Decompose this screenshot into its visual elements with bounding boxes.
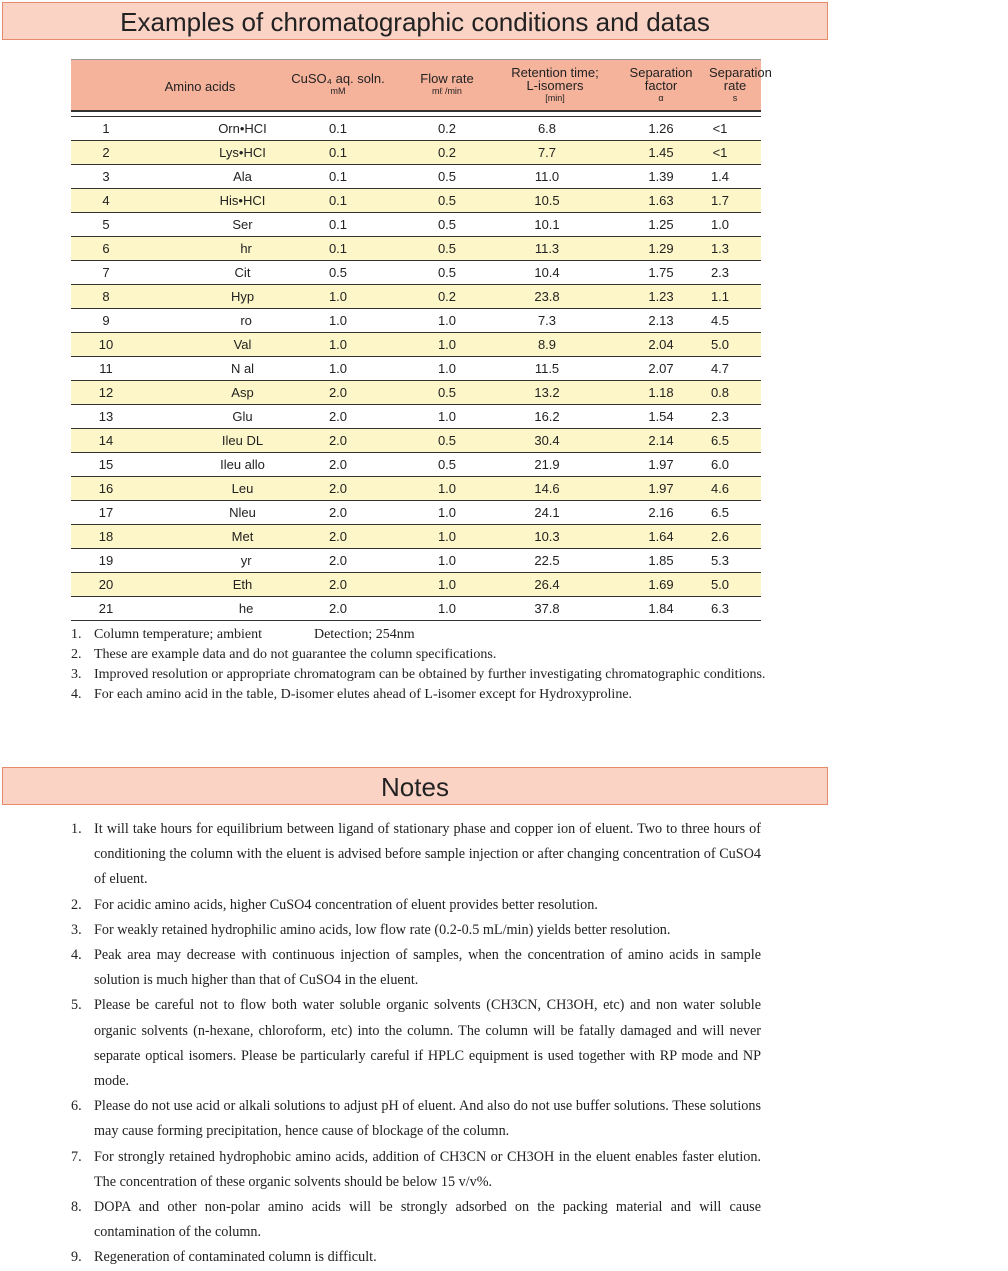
- cell-retention-time: 7.3: [497, 309, 613, 333]
- table-row: [71, 453, 761, 477]
- footnote-item: [71, 625, 771, 645]
- note-number: 7.: [71, 1148, 82, 1165]
- cell-separation-rate: 6.0: [709, 453, 761, 477]
- footnote-item: [71, 685, 771, 705]
- cell-flow-rate: 1.0: [397, 405, 497, 429]
- cell-retention-time: 26.4: [497, 573, 613, 597]
- cell-separation-rate: 4.7: [709, 357, 761, 381]
- cell-separation-rate: 4.6: [709, 477, 761, 501]
- note-number: 9.: [71, 1249, 82, 1266]
- footnote-list: [71, 625, 771, 705]
- cell-flow-rate: 0.5: [397, 453, 497, 477]
- note-number: 5.: [71, 997, 82, 1014]
- table-body: [71, 111, 761, 621]
- cell-retention-time: 8.9: [497, 333, 613, 357]
- cell-retention-time: 10.5: [497, 189, 613, 213]
- note-item: [71, 993, 761, 1094]
- cell-cuso4: 1.0: [279, 357, 397, 381]
- cell-retention-time: 22.5: [497, 549, 613, 573]
- cell-amino-acid: Ser: [121, 213, 279, 237]
- cell-separation-factor: 1.63: [613, 189, 709, 213]
- note-item: [71, 1245, 761, 1270]
- cell-flow-rate: 0.5: [397, 165, 497, 189]
- cell-cuso4: 0.1: [279, 165, 397, 189]
- table-row: [71, 501, 761, 525]
- note-text: For weakly retained hydrophilic amino acids, low flow rate (0.2-0.5 mL/min) yields better resolution.: [94, 921, 671, 938]
- cell-no: 5: [71, 213, 121, 237]
- cell-separation-factor: 2.14: [613, 429, 709, 453]
- cell-separation-rate: 0.8: [709, 381, 761, 405]
- cell-separation-rate: 6.5: [709, 501, 761, 525]
- cell-retention-time: 16.2: [497, 405, 613, 429]
- cell-amino-acid: Cit: [121, 261, 279, 285]
- cell-cuso4: 1.0: [279, 309, 397, 333]
- cell-amino-acid: Eth: [121, 573, 279, 597]
- table-row: [71, 477, 761, 501]
- cell-separation-factor: 1.29: [613, 237, 709, 261]
- note-number: 8.: [71, 1199, 82, 1216]
- cell-flow-rate: 0.2: [397, 285, 497, 309]
- footnote-detection-text: Detection; 254nm: [313, 627, 415, 642]
- table-row: [71, 189, 761, 213]
- cell-separation-factor: 1.39: [613, 165, 709, 189]
- col-header-separation-factor: Separation factor α: [613, 60, 709, 112]
- cell-retention-time: 11.5: [497, 357, 613, 381]
- cell-separation-rate: 1.3: [709, 237, 761, 261]
- cell-cuso4: 0.1: [279, 117, 397, 141]
- cell-separation-rate: 5.0: [709, 573, 761, 597]
- cell-retention-time: 24.1: [497, 501, 613, 525]
- cell-cuso4: 2.0: [279, 405, 397, 429]
- table-row: [71, 285, 761, 309]
- cell-retention-time: 10.3: [497, 525, 613, 549]
- cell-cuso4: 2.0: [279, 597, 397, 621]
- cell-no: 8: [71, 285, 121, 309]
- cell-amino-acid: Met: [121, 525, 279, 549]
- cell-flow-rate: 0.2: [397, 117, 497, 141]
- cell-cuso4: 0.5: [279, 261, 397, 285]
- cell-flow-rate: 0.5: [397, 237, 497, 261]
- cell-no: 13: [71, 405, 121, 429]
- cell-separation-rate: <1: [709, 141, 761, 165]
- cell-separation-factor: 1.97: [613, 453, 709, 477]
- cell-no: 1: [71, 117, 121, 141]
- note-text: For strongly retained hydrophobic amino acids, addition of CH3CN or CH3OH in the eluent enables faster elution. The concentration of these organic solvents should be below 15 v/v%.: [94, 1148, 761, 1190]
- cell-flow-rate: 0.5: [397, 429, 497, 453]
- cell-separation-factor: 1.54: [613, 405, 709, 429]
- cell-amino-acid: His•HCI: [121, 189, 279, 213]
- cell-no: 20: [71, 573, 121, 597]
- table-row: [71, 357, 761, 381]
- cell-separation-rate: 2.3: [709, 261, 761, 285]
- cell-separation-factor: 1.18: [613, 381, 709, 405]
- cell-flow-rate: 1.0: [397, 501, 497, 525]
- cell-cuso4: 2.0: [279, 501, 397, 525]
- cell-separation-factor: 1.23: [613, 285, 709, 309]
- cell-amino-acid: Ileu allo: [121, 453, 279, 477]
- footnote-number: 3.: [71, 667, 82, 682]
- note-item: [71, 1195, 761, 1245]
- cell-no: 3: [71, 165, 121, 189]
- col-header-cuso4: CuSO₄ aq. soln. mM: [279, 60, 397, 112]
- cell-retention-time: 37.8: [497, 597, 613, 621]
- table-row: [71, 309, 761, 333]
- note-item: [71, 943, 761, 993]
- cell-cuso4: 2.0: [279, 549, 397, 573]
- cell-separation-rate: 6.3: [709, 597, 761, 621]
- table-row: [71, 117, 761, 141]
- footnote-item: [71, 665, 771, 685]
- cell-no: 10: [71, 333, 121, 357]
- cell-retention-time: 21.9: [497, 453, 613, 477]
- cell-separation-rate: 5.0: [709, 333, 761, 357]
- table-row: [71, 261, 761, 285]
- note-number: 2.: [71, 896, 82, 913]
- cell-separation-rate: 5.3: [709, 549, 761, 573]
- cell-no: 7: [71, 261, 121, 285]
- cell-flow-rate: 1.0: [397, 597, 497, 621]
- cell-separation-factor: 2.07: [613, 357, 709, 381]
- cell-retention-time: 14.6: [497, 477, 613, 501]
- cell-amino-acid: Lys•HCI: [121, 141, 279, 165]
- cell-no: 17: [71, 501, 121, 525]
- note-text: Regeneration of contaminated column is difficult.: [94, 1249, 377, 1266]
- table-row: [71, 237, 761, 261]
- cell-no: 9: [71, 309, 121, 333]
- cell-cuso4: 2.0: [279, 381, 397, 405]
- cell-separation-rate: 2.3: [709, 405, 761, 429]
- cell-retention-time: 7.7: [497, 141, 613, 165]
- note-text: It will take hours for equilibrium between ligand of stationary phase and copper ion of eluent. Two to three hours of conditioning the column with the eluent is advised before sample injection or after changing concentration of CuSO4 of eluent.: [94, 821, 761, 888]
- cell-amino-acid: Ala: [121, 165, 279, 189]
- cell-cuso4: 0.1: [279, 189, 397, 213]
- cell-retention-time: 11.0: [497, 165, 613, 189]
- cell-cuso4: 0.1: [279, 141, 397, 165]
- cell-separation-factor: 2.16: [613, 501, 709, 525]
- cell-amino-acid: hr: [121, 237, 279, 261]
- table-row: [71, 549, 761, 573]
- cell-no: 4: [71, 189, 121, 213]
- note-text: Peak area may decrease with continuous injection of samples, when the concentration of amino acids in sample solution is much higher than that of CuSO4 in the eluent.: [94, 947, 761, 989]
- cell-cuso4: 1.0: [279, 333, 397, 357]
- cell-no: 6: [71, 237, 121, 261]
- cell-separation-factor: 1.75: [613, 261, 709, 285]
- cell-separation-factor: 1.64: [613, 525, 709, 549]
- footnote-number: 4.: [71, 687, 82, 702]
- cell-separation-factor: 1.84: [613, 597, 709, 621]
- cell-separation-rate: 4.5: [709, 309, 761, 333]
- table-row: [71, 333, 761, 357]
- cell-separation-factor: 1.45: [613, 141, 709, 165]
- cell-amino-acid: N al: [121, 357, 279, 381]
- cell-no: 18: [71, 525, 121, 549]
- note-item: [71, 918, 761, 943]
- cell-flow-rate: 1.0: [397, 333, 497, 357]
- cell-no: 19: [71, 549, 121, 573]
- cell-amino-acid: Glu: [121, 405, 279, 429]
- note-text: Please do not use acid or alkali solutions to adjust pH of eluent. And also do not use buffer solutions. These solutions may cause forming precipitation, hence cause of blockage of the column.: [94, 1098, 761, 1140]
- cell-separation-factor: 1.69: [613, 573, 709, 597]
- table-row: [71, 165, 761, 189]
- note-text: Please be careful not to flow both water soluble organic solvents (CH3CN, CH3OH, etc) and non water soluble organic solvents (n-hexane, chloroform, etc) into the column. The column will be fatally damaged and will never separate optical isomers. Please be particularly careful if HPLC equipment is used together with RP mode and NP mode.: [94, 997, 761, 1090]
- note-number: 3.: [71, 921, 82, 938]
- col-header-no: [71, 60, 121, 112]
- cell-cuso4: 0.1: [279, 237, 397, 261]
- footnote-item: [71, 645, 771, 665]
- cell-no: 12: [71, 381, 121, 405]
- footnote-text: Column temperature; ambient: [94, 627, 262, 642]
- cell-flow-rate: 1.0: [397, 573, 497, 597]
- note-item: [71, 1145, 761, 1195]
- cell-amino-acid: Nleu: [121, 501, 279, 525]
- cell-separation-rate: 1.1: [709, 285, 761, 309]
- cell-separation-rate: 2.6: [709, 525, 761, 549]
- cell-flow-rate: 1.0: [397, 549, 497, 573]
- cell-cuso4: 2.0: [279, 525, 397, 549]
- cell-cuso4: 1.0: [279, 285, 397, 309]
- note-text: For acidic amino acids, higher CuSO4 concentration of eluent provides better resolution.: [94, 896, 598, 913]
- notes-section-title: Notes: [2, 767, 828, 805]
- table-section-title: Examples of chromatographic conditions and datas: [2, 2, 828, 40]
- cell-separation-rate: 6.5: [709, 429, 761, 453]
- note-item: [71, 893, 761, 918]
- footnote-number: 1.: [71, 627, 82, 642]
- table-row: [71, 141, 761, 165]
- cell-flow-rate: 0.5: [397, 213, 497, 237]
- cell-flow-rate: 1.0: [397, 525, 497, 549]
- table-row: [71, 213, 761, 237]
- cell-cuso4: 2.0: [279, 429, 397, 453]
- col-header-flow-rate: Flow rate mℓ /min: [397, 60, 497, 112]
- cell-flow-rate: 0.2: [397, 141, 497, 165]
- cell-separation-factor: 2.04: [613, 333, 709, 357]
- cell-separation-rate: <1: [709, 117, 761, 141]
- table-row: [71, 525, 761, 549]
- note-number: 6.: [71, 1098, 82, 1115]
- cell-retention-time: 13.2: [497, 381, 613, 405]
- cell-flow-rate: 0.5: [397, 189, 497, 213]
- cell-retention-time: 11.3: [497, 237, 613, 261]
- cell-separation-rate: 1.0: [709, 213, 761, 237]
- cell-no: 11: [71, 357, 121, 381]
- table-header: [71, 60, 772, 112]
- cell-separation-factor: 2.13: [613, 309, 709, 333]
- table-row: [71, 573, 761, 597]
- cell-separation-factor: 1.25: [613, 213, 709, 237]
- table-row: [71, 429, 761, 453]
- cell-flow-rate: 0.5: [397, 261, 497, 285]
- cell-no: 2: [71, 141, 121, 165]
- cell-no: 21: [71, 597, 121, 621]
- cell-retention-time: 10.4: [497, 261, 613, 285]
- cell-flow-rate: 1.0: [397, 309, 497, 333]
- cell-retention-time: 6.8: [497, 117, 613, 141]
- cell-cuso4: 0.1: [279, 213, 397, 237]
- cell-retention-time: 30.4: [497, 429, 613, 453]
- cell-amino-acid: Asp: [121, 381, 279, 405]
- cell-separation-factor: 1.26: [613, 117, 709, 141]
- cell-cuso4: 2.0: [279, 453, 397, 477]
- footnote-number: 2.: [71, 647, 82, 662]
- table-row: [71, 405, 761, 429]
- cell-amino-acid: yr: [121, 549, 279, 573]
- col-header-separation-rate: Separation rate s: [709, 60, 761, 112]
- col-header-amino-acids: Amino acids: [121, 60, 279, 112]
- cell-amino-acid: Hyp: [121, 285, 279, 309]
- cell-flow-rate: 1.0: [397, 477, 497, 501]
- table-row: [71, 381, 761, 405]
- cell-amino-acid: Orn•HCI: [121, 117, 279, 141]
- note-item: [71, 817, 761, 893]
- cell-separation-factor: 1.97: [613, 477, 709, 501]
- cell-cuso4: 2.0: [279, 477, 397, 501]
- footnote-text: These are example data and do not guarantee the column specifications.: [94, 647, 497, 662]
- table-row: [71, 597, 761, 621]
- cell-no: 14: [71, 429, 121, 453]
- note-number: 4.: [71, 947, 82, 964]
- cell-retention-time: 10.1: [497, 213, 613, 237]
- cell-amino-acid: he: [121, 597, 279, 621]
- note-text: DOPA and other non-polar amino acids will be strongly adsorbed on the packing material and will cause contamination of the column.: [94, 1199, 761, 1241]
- cell-cuso4: 2.0: [279, 573, 397, 597]
- footnote-text: For each amino acid in the table, D-isomer elutes ahead of L-isomer except for Hydroxyproline.: [94, 687, 633, 702]
- col-header-retention-time: Retention time; L-isomers [min]: [497, 60, 613, 112]
- cell-no: 15: [71, 453, 121, 477]
- cell-separation-factor: 1.85: [613, 549, 709, 573]
- cell-flow-rate: 1.0: [397, 357, 497, 381]
- note-item: [71, 1094, 761, 1144]
- chromatography-table: [71, 59, 772, 621]
- cell-separation-rate: 1.7: [709, 189, 761, 213]
- footnote-text: Improved resolution or appropriate chromatogram can be obtained by further investigating chromatographic conditions.: [94, 667, 766, 682]
- cell-amino-acid: Val: [121, 333, 279, 357]
- cell-amino-acid: ro: [121, 309, 279, 333]
- cell-separation-rate: 1.4: [709, 165, 761, 189]
- cell-retention-time: 23.8: [497, 285, 613, 309]
- notes-list: [71, 817, 761, 1271]
- note-number: 1.: [71, 821, 82, 837]
- cell-no: 16: [71, 477, 121, 501]
- cell-amino-acid: Leu: [121, 477, 279, 501]
- cell-amino-acid: Ileu DL: [121, 429, 279, 453]
- cell-flow-rate: 0.5: [397, 381, 497, 405]
